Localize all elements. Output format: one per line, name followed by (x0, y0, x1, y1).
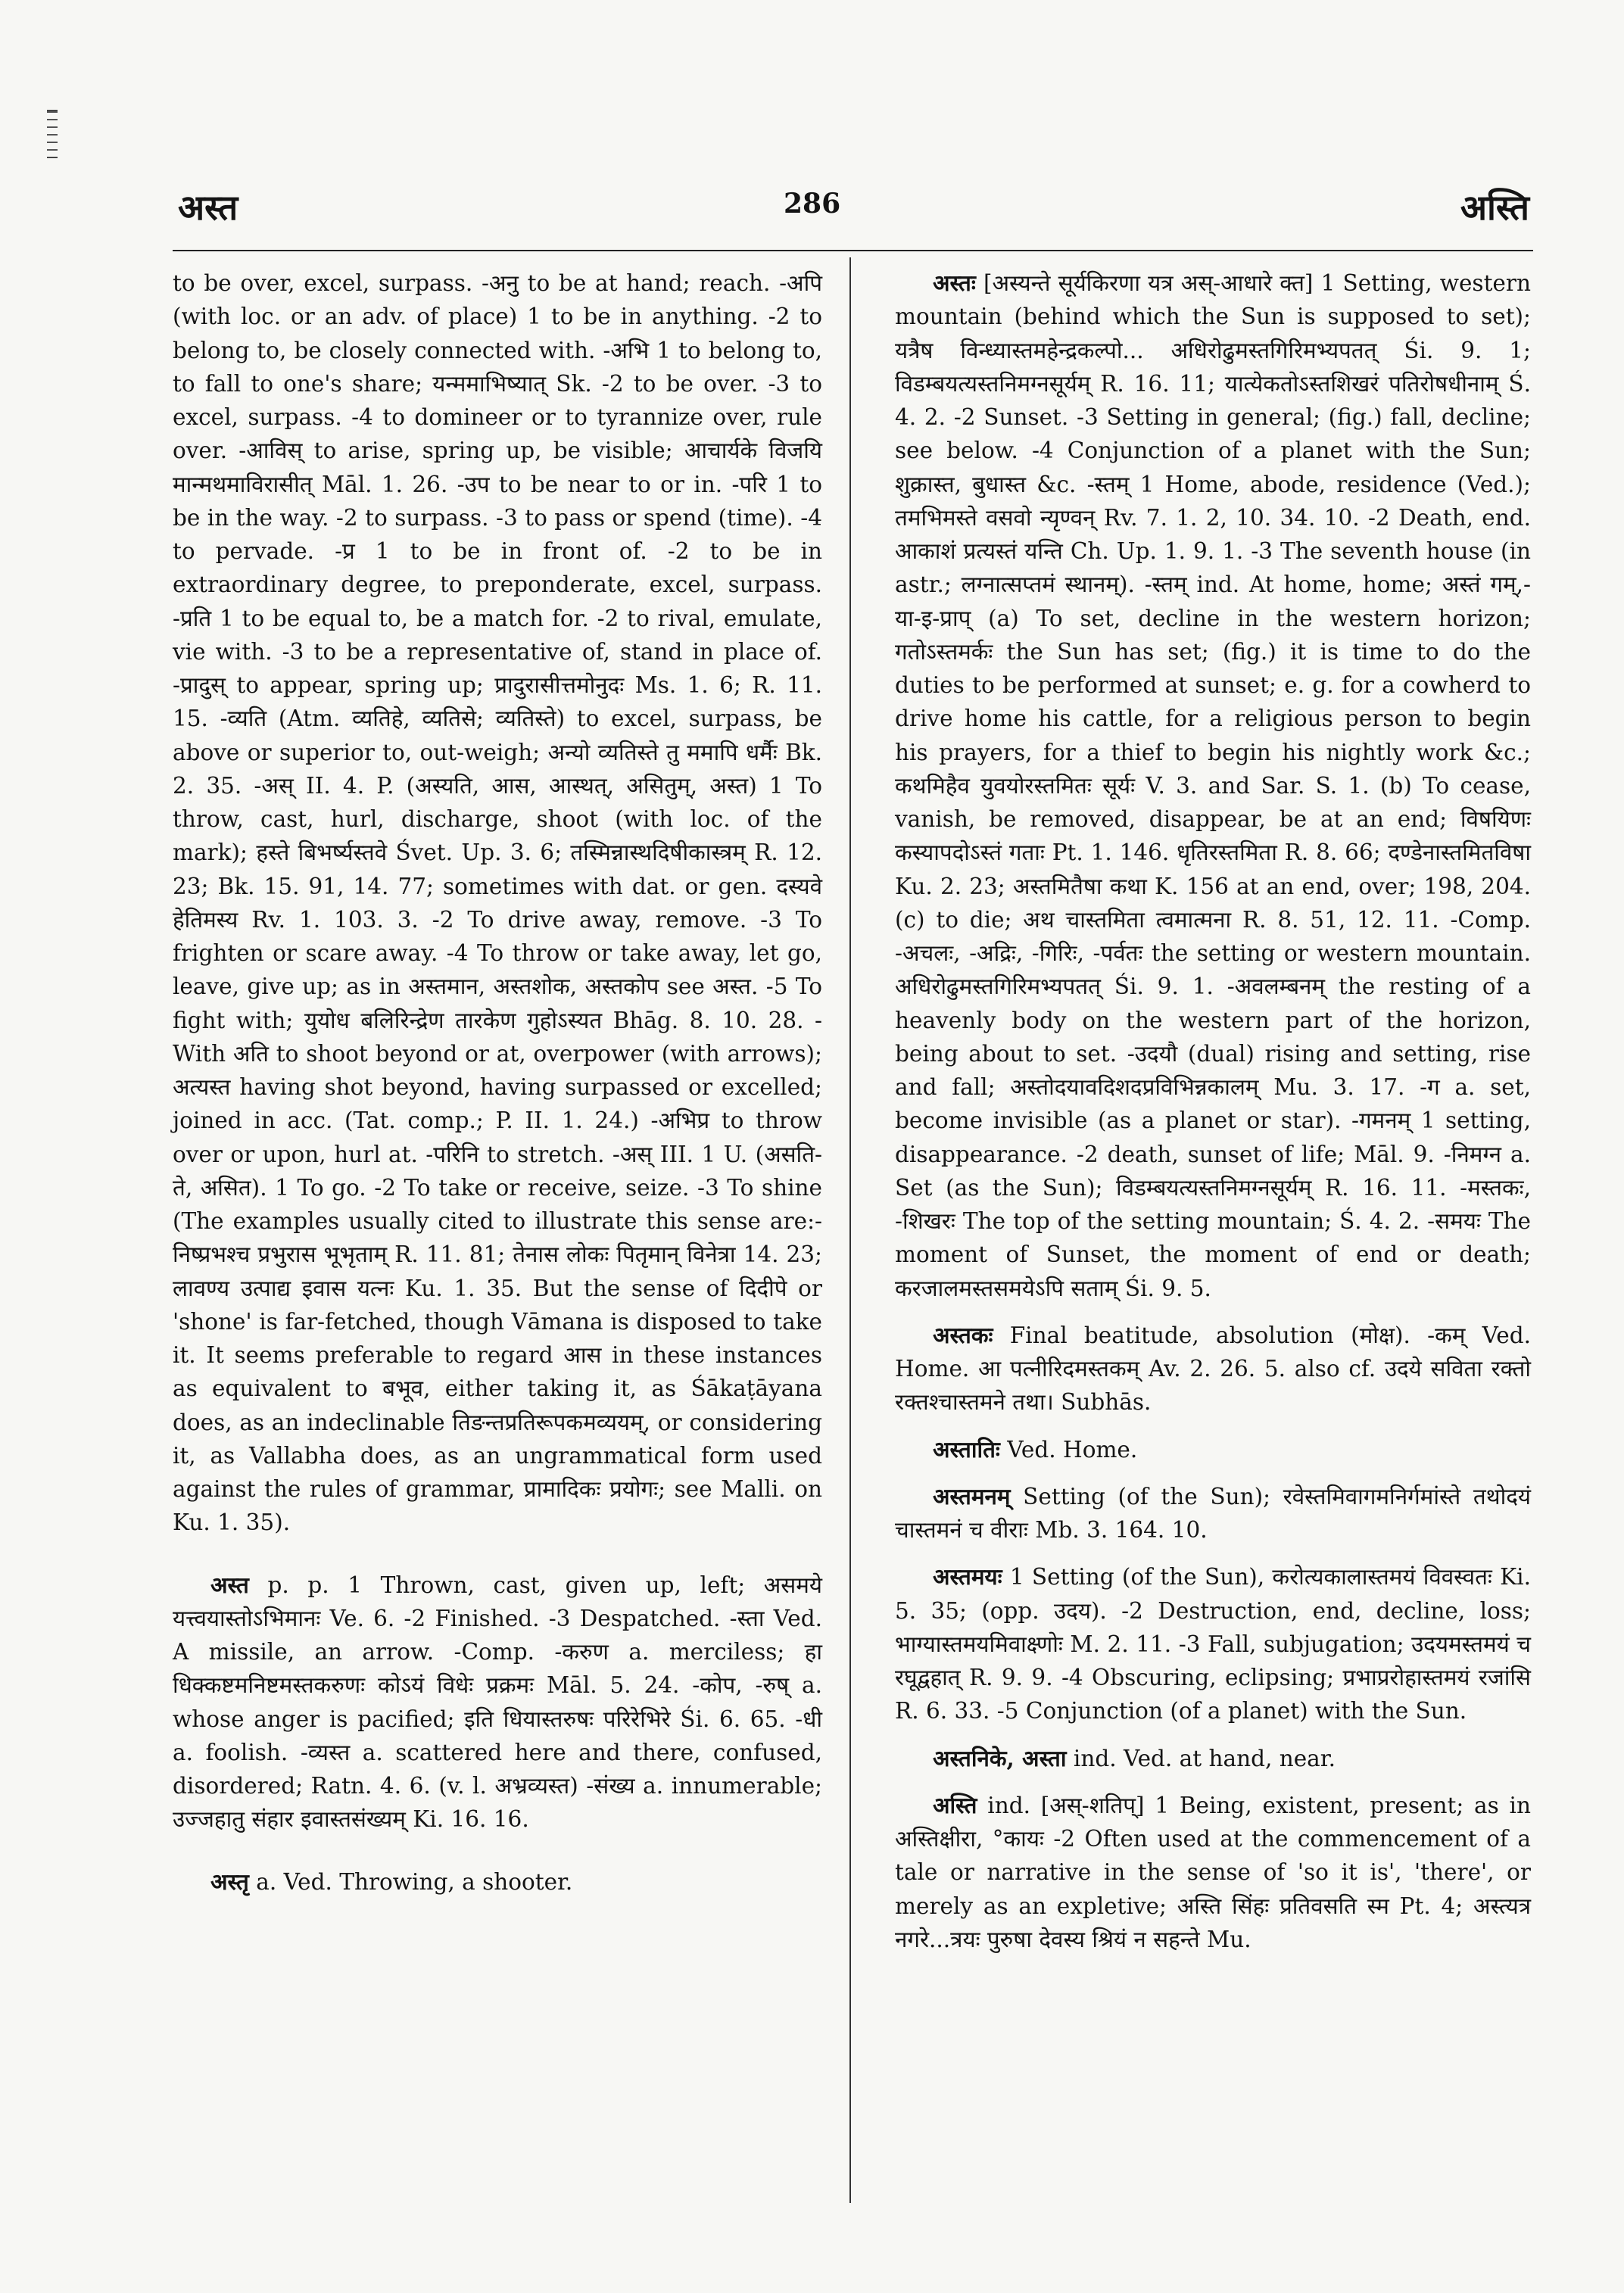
right-guide-word: अस्ति (1460, 187, 1529, 228)
margin-mark (47, 110, 58, 158)
entry-text: Setting (of the Sun); रवेस्तमिवागमनिर्गमांस्ते तथोदयं चास्तमनं च वीराः Mb. 3. 164. 10. (895, 1483, 1531, 1543)
left-guide-word: अस्त (178, 187, 238, 228)
entry-text: ind. [अस्-शतिप्] 1 Being, existent, present; as in अस्तिक्षीरा, °कायः -2 Often used at the commencement of a tale or narrative in the sense of 'so it is', 'there', or merely as an expletive; अस्ति सिंहः प्रतिवसति स्म Pt. 4; अस्त्यत्र नगरे...त्रयः पुरुषा देवस्य श्रियं न सहन्ते Mu. (895, 1792, 1531, 1952)
headword: अस्तः (933, 269, 976, 296)
dictionary-entry (173, 1865, 822, 1899)
headword: अस्त (210, 1571, 249, 1598)
entry-text: 1 Setting (of the Sun), करोत्यकालास्तमयं विवस्वतः Ki. 5. 35; (opp. उदय). -2 Destruction, end, decline, loss; भाग्यास्तमयमिवाक्ष्णोः M. 2. 11. -3 Fall, subjugation; उदयमस्तमयं च रघूद्वहात् R. 9. 9. -4 Obscuring, eclipsing; प्रभाप्ररोहास्तमयं रजांसि R. 6. 33. -5 Conjunction (of a planet) with the Sun. (895, 1564, 1531, 1724)
dictionary-entry (895, 266, 1531, 1305)
entry-text: Final beatitude, absolution (मोक्ष). -कम् Ved. Home. आ पत्नीरिदमस्तकम् Av. 2. 26. 5. also cf. उदये सविता रक्तो रक्तश्चास्तमने तथा। Subhās. (895, 1322, 1531, 1416)
headword: अस्तनिके, अस्ता (933, 1744, 1067, 1771)
headword: अस्तातिः (933, 1435, 1000, 1463)
headword: अस्तमयः (933, 1563, 1002, 1590)
dictionary-entry (895, 1560, 1531, 1728)
left-column (173, 266, 822, 1912)
dictionary-entry (895, 1433, 1531, 1466)
entry-text: a. Ved. Throwing, a shooter. (256, 1868, 573, 1895)
dictionary-entry (895, 1742, 1531, 1775)
headword: अस्तृ (210, 1868, 249, 1895)
entry-text: [अस्यन्ते सूर्यकिरणा यत्र अस्-आधारे क्त] 1 Setting, western mountain (behind which the Sun is supposed to set); यत्रैष विन्ध्यास्तमहेन्द्रकल्पो... अधिरोढुमस्तगिरिमभ्यपतत् Śi. 9. 1; विडम्बयत्यस्तनिमग्नसूर्यम् R. 16. 11; यात्येकतोऽस्तशिखरं पतिरोषधीनाम् Ś. 4. 2. -2 Sunset. -3 Setting in general; (fig.) fall, decline; see below. -4 Conjunction of a planet with the Sun; शुक्रास्त, बुधास्त &c. -स्तम् 1 Home, abode, residence (Ved.); तमभिमस्ते वसवो न्यृण्वन् Rv. 7. 1. 2, 10. 34. 10. -2 Death, end. आकाशं प्रत्यस्तं यन्ति Ch. Up. 1. 9. 1. -3 The seventh house (in astr.; लग्नात्सप्तमं स्थानम्). -स्तम् ind. At home, home; अस्तं गम्,-या-इ-प्राप् (a) To set, decline in the western horizon; गतोऽस्तमर्कः the Sun has set; (fig.) it is time to do the duties to be performed at sunset; e. g. for a cowherd to drive home his cattle, for a religious person to begin his prayers, for a thief to begin his nightly work &c.; कथमिहैव युवयोरस्तमितः सूर्यः V. 3. and Sar. S. 1. (b) To cease, vanish, be removed, disappear, be at an end; विषयिणः कस्यापदोऽस्तं गताः Pt. 1. 146. धृतिरस्तमिता R. 8. 66; दण्डेनास्तमितविषा Ku. 2. 23; अस्तमितैषा कथा K. 156 at an end, over; 198, 204. (c) to die; अथ चास्तमिता त्वमात्मना R. 8. 51, 12. 11. -Comp. -अचलः, -अद्रिः, -गिरिः, -पर्वतः the setting or western mountain. अधिरोढुमस्तगिरिमभ्यपतत् Śi. 9. 1. -अवलम्बनम् the resting of a heavenly body on the western part of the horizon, being about to set. -उदयौ (dual) rising and setting, rise and fall; अस्तोदयावदिशदप्रविभिन्नकालम् Mu. 3. 17. -ग a. set, become invisible (as a planet or star). -गमनम् 1 setting, disappearance. -2 death, sunset of life; Māl. 9. -निमग्न a. Set (as the Sun); विडम्बयत्यस्तनिमग्नसूर्यम् R. 16. 11. -मस्तकः, -शिखरः The top of the setting mountain; Ś. 4. 2. -समयः The moment of Sunset, the moment of end or death; करजालमस्तसमयेऽपि सताम् Śi. 9. 5. (895, 270, 1531, 1301)
continued-entry (173, 266, 822, 1540)
entry-text: ind. Ved. at hand, near. (1073, 1745, 1336, 1771)
headword: अस्तकः (933, 1321, 993, 1348)
column-rule (849, 257, 851, 2203)
dictionary-entry (895, 1319, 1531, 1419)
page-number: 286 (784, 188, 841, 220)
dictionary-entry (173, 1569, 822, 1837)
page-header (0, 183, 1624, 229)
right-column (895, 266, 1531, 1970)
entry-text: p. p. 1 Thrown, cast, given up, left; असमये यत्त्वयास्तोऽभिमानः Ve. 6. -2 Finished. -3 Despatched. -स्ता Ved. A missile, an arrow. -Comp. -करुण a. merciless; हा धिक्कष्टमनिष्टमस्तकरुणः कोऽयं विधेः प्रक्रमः Māl. 5. 24. -कोप, -रुष् a. whose anger is pacified; इति धियास्तरुषः परिरेभिरे Śi. 6. 65. -धी a. foolish. -व्यस्त a. scattered here and there, confused, disordered; Ratn. 4. 6. (v. l. अभ्रव्यस्त) -संख्य a. innumerable; उज्जहातु संहार इवास्तसंख्यम् Ki. 16. 16. (173, 1572, 822, 1833)
dictionary-entry (895, 1789, 1531, 1956)
headword: अस्ति (933, 1791, 977, 1818)
headword: अस्तमनम् (933, 1482, 1011, 1509)
entry-text: Ved. Home. (1007, 1436, 1138, 1463)
dictionary-entry (895, 1480, 1531, 1547)
header-rule (173, 250, 1533, 251)
entry-text: to be over, excel, surpass. -अनु to be at hand; reach. -अपि (with loc. or an adv. of place) 1 to be in anything. -2 to belong to, be closely connected with. -अभि 1 to belong to, to fall to one's share; यन्ममाभिष्यात् Sk. -2 to be over. -3 to excel, surpass. -4 to domineer or to tyrannize over, rule over. -आविस् to arise, spring up, be visible; आचार्यके विजयि मान्मथमाविरासीत् Māl. 1. 26. -उप to be near to or in. -परि 1 to be in the way. -2 to surpass. -3 to pass or spend (time). -4 to pervade. -प्र 1 to be in front of. -2 to be in extraordinary degree, to preponderate, excel, surpass. -प्रति 1 to be equal to, be a match for. -2 to rival, emulate, vie with. -3 to be a representative of, stand in place of. -प्रादुस् to appear, spring up; प्रादुरासीत्तमोनुदः Ms. 1. 6; R. 11. 15. -व्यति (Atm. व्यतिहे, व्यतिसे; व्यतिस्ते) to excel, surpass, be above or superior to, out-weigh; अन्यो व्यतिस्ते तु ममापि धर्मैः Bk. 2. 35. -अस् II. 4. P. (अस्यति, आस, आस्थत्, असितुम्, अस्त) 1 To throw, cast, hurl, discharge, shoot (with loc. of the mark); हस्ते बिभर्ष्यस्तवे Śvet. Up. 3. 6; तस्मिन्नास्थदिषीकास्त्रम् R. 12. 23; Bk. 15. 91, 14. 77; sometimes with dat. or gen. दस्यवे हेतिमस्य Rv. 1. 103. 3. -2 To drive away, remove. -3 To frighten or scare away. -4 To throw or take away, let go, leave, give up; as in अस्तमान, अस्तशोक, अस्तकोप see अस्त. -5 To fight with; युयोध बलिरिन्द्रेण तारकेण गुहोऽस्यत Bhāg. 8. 10. 28. -With अति to shoot beyond or at, overpower (with arrows); अत्यस्त having shot beyond, having surpassed or excelled; joined in acc. (Tat. comp.; P. II. 1. 24.) -अभिप्र to throw over or upon, hurl at. -परिनि to stretch. -अस् III. 1 U. (असति-ते, असित). 1 To go. -2 To take or receive, seize. -3 To shine (The examples usually cited to illustrate this sense are:- निष्प्रभश्च प्रभुरास भूभृताम् R. 11. 81; तेनास लोकः पितृमान् विनेत्रा 14. 23; लावण्य उत्पाद्य इवास यत्नः Ku. 1. 35. But the sense of दिदीपे or 'shone' is far-fetched, though Vāmana is disposed to take it. It seems preferable to regard आस in these instances as equivalent to बभूव, either taking it, as Śākaṭāyana does, as an indeclinable तिङन्तप्रतिरूपकमव्ययम्, or considering it, as Vallabha does, as an ungrammatical form used against the rules of grammar, प्रामादिकः प्रयोगः; see Malli. on Ku. 1. 35). (173, 270, 822, 1536)
